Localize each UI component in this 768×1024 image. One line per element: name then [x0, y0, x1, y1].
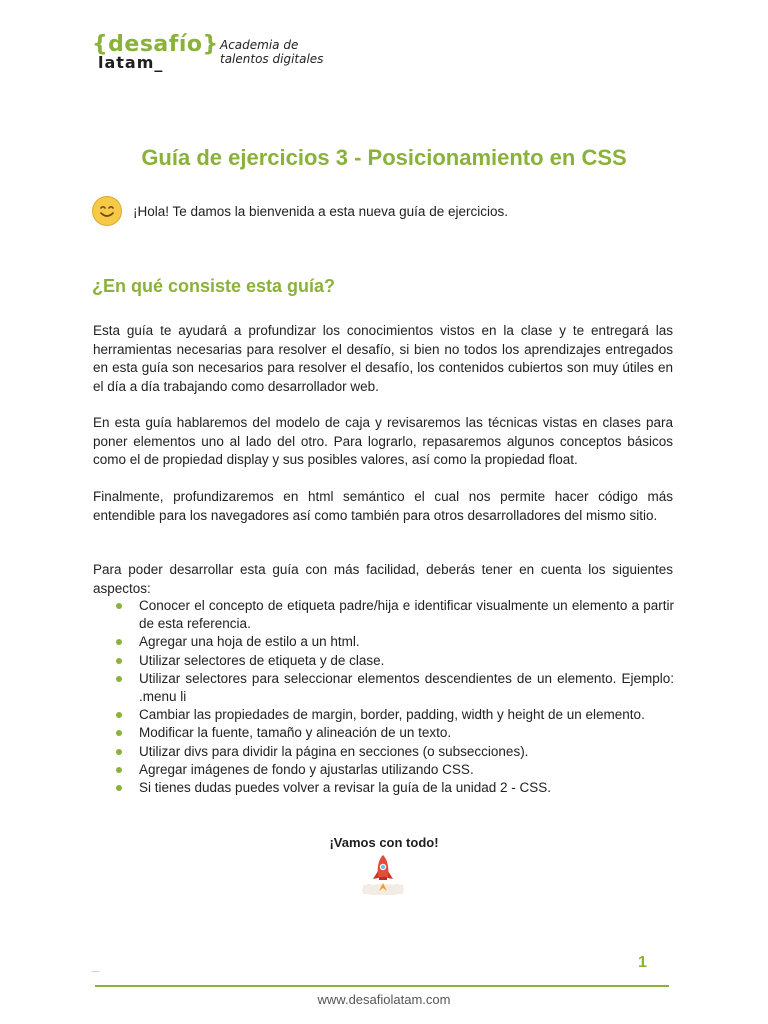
bullet-icon: [116, 767, 122, 773]
list-item: [93, 706, 674, 724]
logo-wordmark: {desafío}: [92, 32, 219, 57]
list-item-text: Conocer el concepto de etiqueta padre/hija e identificar visualmente un elemento a partir de esta referencia.: [139, 598, 674, 632]
logo-tagline: [220, 38, 323, 66]
bullet-icon: [116, 785, 122, 791]
paragraph-semantic-html: Finalmente, profundizaremos en html semántico el cual nos permite hacer código más entendible para los navegadores así como también para otros desarrolladores del mismo sitio.: [93, 489, 673, 523]
bullet-icon: [116, 639, 122, 645]
list-item-text: Utilizar selectores de etiqueta y de clase.: [139, 652, 385, 668]
requirements-list: [93, 597, 674, 797]
list-item-text: Agregar una hoja de estilo a un html.: [139, 634, 360, 650]
bullet-icon: [116, 603, 122, 609]
list-item: [93, 670, 674, 706]
footer-url: www.desafiolatam.com: [317, 992, 451, 1007]
section-heading: ¿En qué consiste esta guía?: [92, 276, 336, 296]
list-item: [93, 761, 674, 779]
bullet-icon: [116, 676, 122, 682]
list-item-text: Si tienes dudas puedes volver a revisar la guía de la unidad 2 - CSS.: [139, 780, 551, 796]
list-item-text: Utilizar selectores para seleccionar elementos descendientes de un elemento. Ejemplo: .menu li: [139, 670, 674, 705]
smiley-icon: [92, 196, 122, 226]
list-item: [93, 743, 674, 761]
page-title: Guía de ejercicios 3 - Posicionamiento en CSS: [141, 145, 627, 170]
bullet-icon: [116, 712, 122, 718]
list-item: [93, 724, 674, 742]
closing-message: ¡Vamos con todo!: [329, 835, 439, 850]
tagline-line-2: talentos digitales: [220, 52, 324, 66]
bullet-icon: [116, 730, 122, 736]
tagline-line-1: Academia de: [220, 38, 299, 52]
list-item-text: Modificar la fuente, tamaño y alineación de un texto.: [139, 725, 452, 741]
list-item: [93, 633, 674, 651]
bullet-icon: [116, 749, 122, 755]
paragraph-aspects: Para poder desarrollar esta guía con más facilidad, deberás tener en cuenta los siguientes aspectos:: [93, 562, 673, 596]
paragraph-box-model: En esta guía hablaremos del modelo de caja y revisaremos las técnicas vistas en clases para poner elementos uno al lado del otro. Para lograrlo, repasaremos algunos conceptos básicos como el de propiedad display y sus posibles valores, así como la propiedad float.: [93, 415, 673, 467]
page-number: 1: [638, 954, 647, 971]
greeting-text: ¡Hola! Te damos la bienvenida a esta nueva guía de ejercicios.: [133, 203, 508, 219]
list-item: [93, 779, 674, 797]
bullet-icon: [116, 658, 122, 664]
list-item: [93, 597, 674, 633]
footer-divider: [95, 985, 669, 987]
list-item-text: Utilizar divs para dividir la página en secciones (o subsecciones).: [139, 743, 529, 759]
greeting: [92, 196, 508, 226]
footer-mark: _: [92, 958, 100, 973]
rocket-icon: [361, 853, 405, 895]
list-item-text: Agregar imágenes de fondo y ajustarlas utilizando CSS.: [139, 761, 474, 777]
paragraph-intro: Esta guía te ayudará a profundizar los conocimientos vistos en la clase y te entregará las herramientas necesarias para resolver el desafío, si bien no todos los aprendizajes entregados en esta guía son necesarios para resolver el desafío, los contenidos cubiertos son muy útiles en el día a día trabajando como desarrollador web.: [93, 323, 673, 394]
list-item-text: Cambiar las propiedades de margin, border, padding, width y height de un elemento.: [139, 707, 645, 723]
list-item: [93, 652, 674, 670]
logo-subword: latam_: [98, 53, 164, 72]
